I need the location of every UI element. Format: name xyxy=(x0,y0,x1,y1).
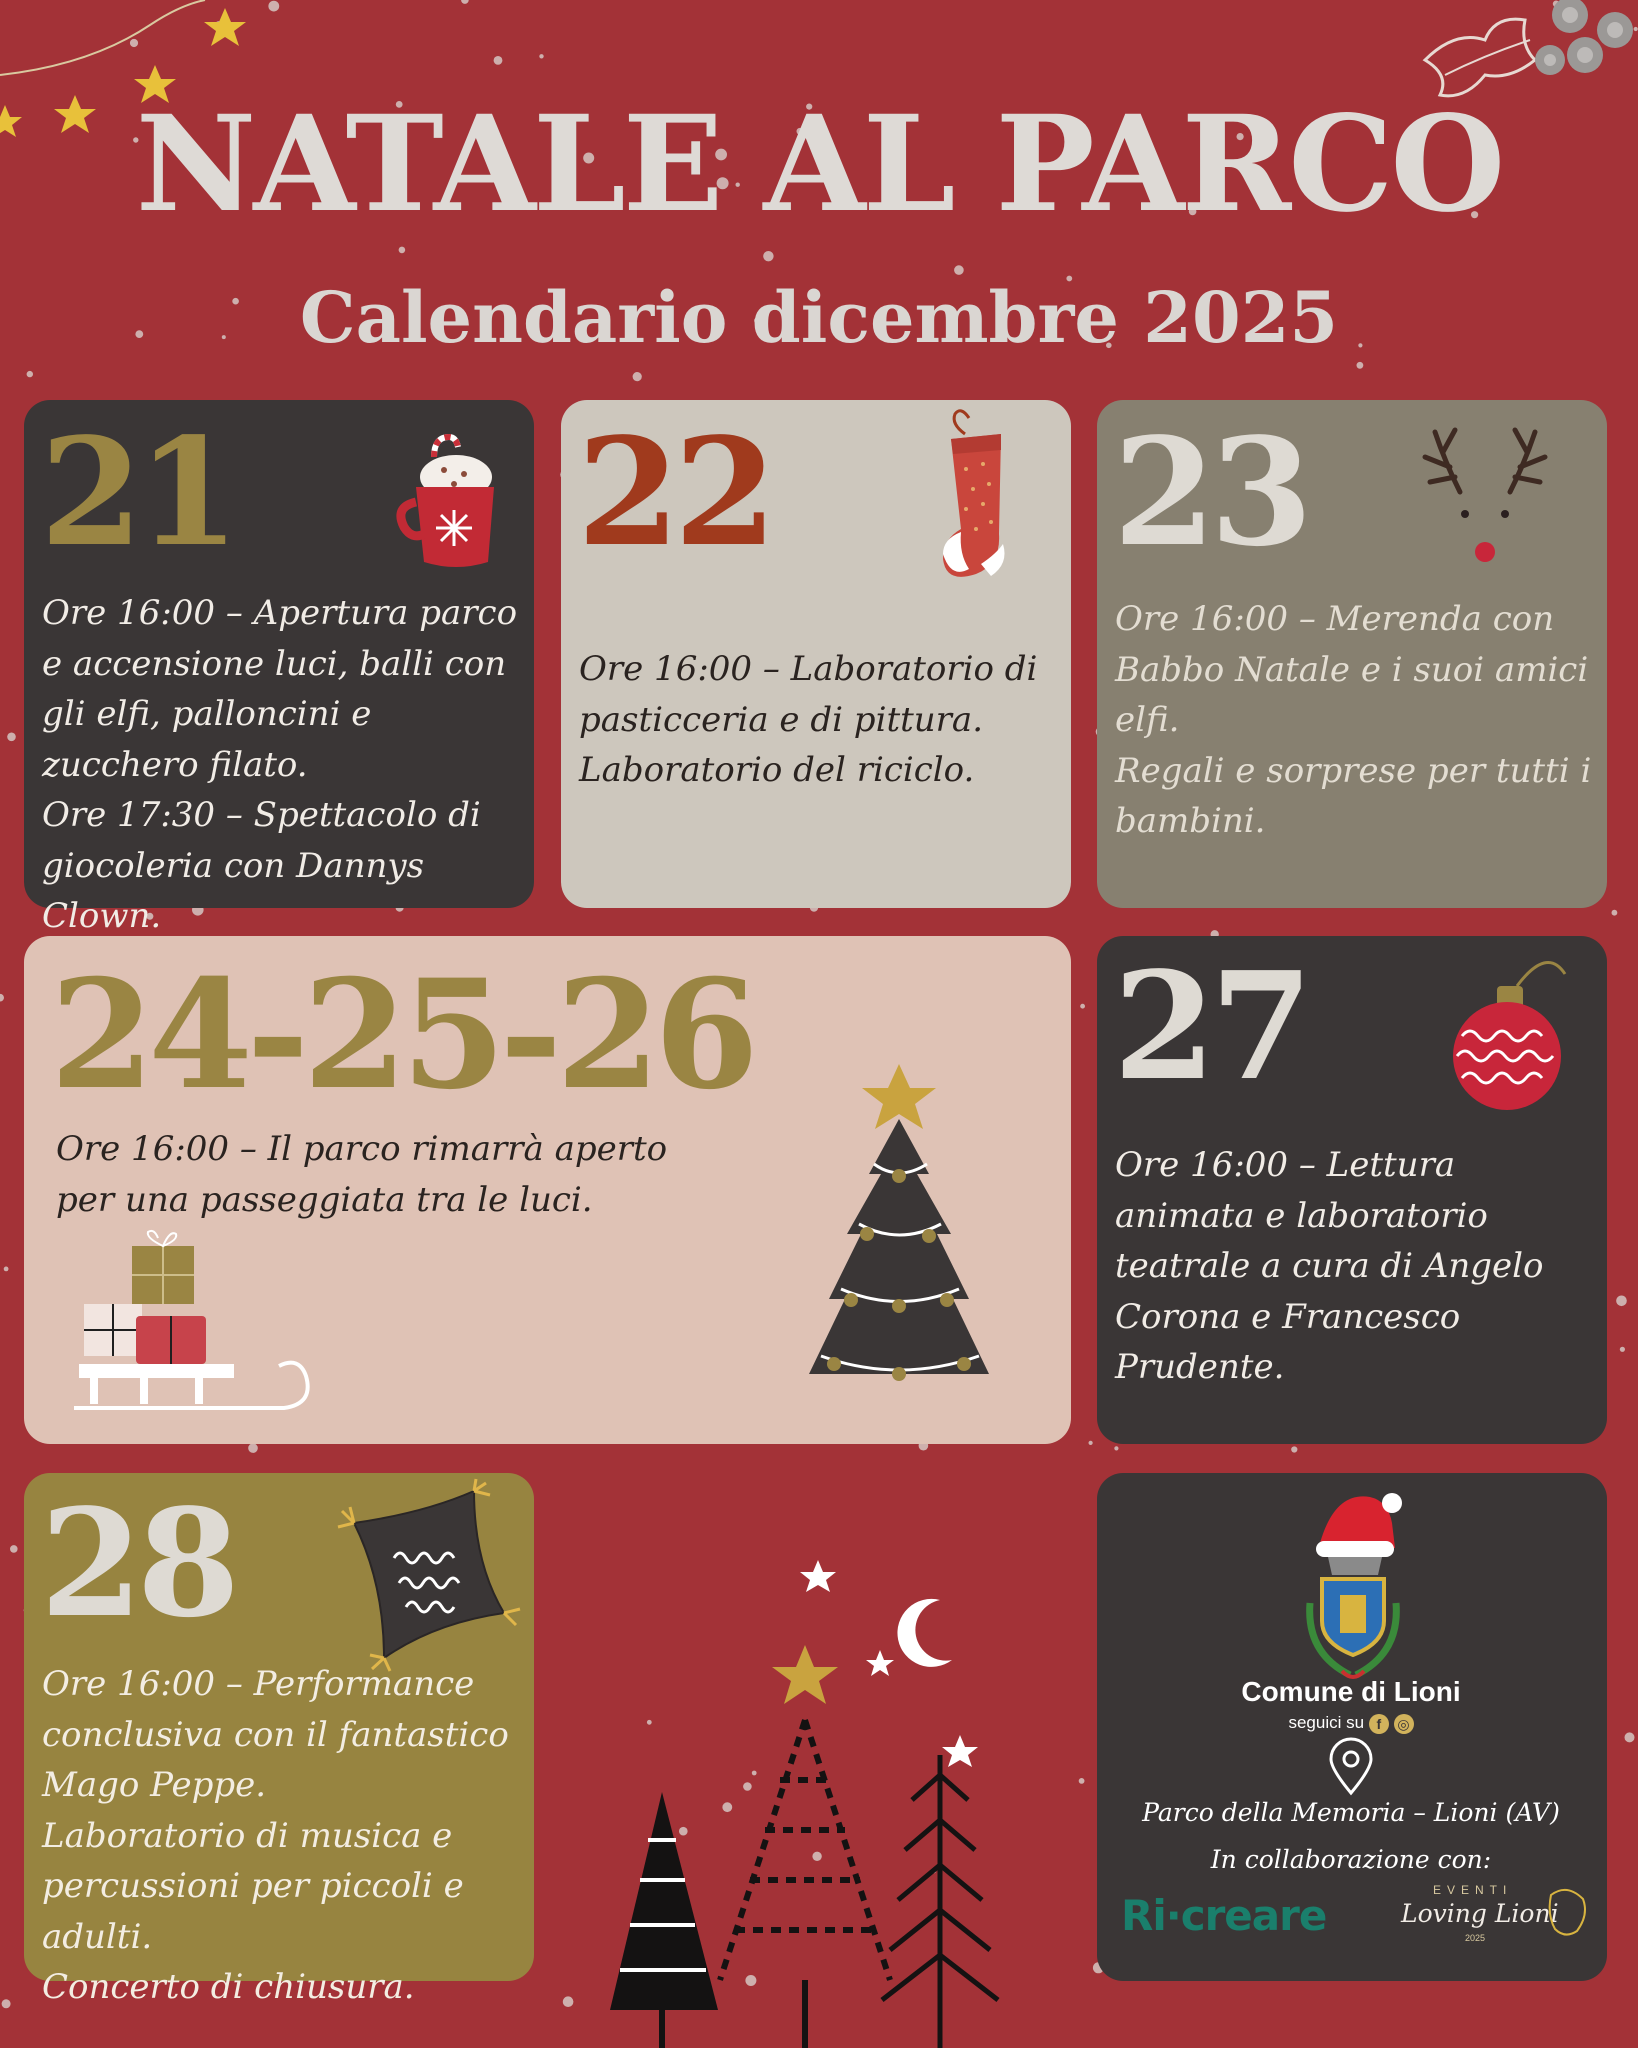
event-line: Concerto di chiusura. xyxy=(42,1967,415,2007)
snow-dot xyxy=(268,1,279,12)
day-card-23 xyxy=(1097,400,1607,908)
reindeer-icon xyxy=(1415,422,1555,572)
day-card-24-25-26 xyxy=(24,936,1071,1444)
social-follow xyxy=(1097,1713,1605,1734)
event-line: Regali e sorprese per tutti i bambini. xyxy=(1115,750,1592,841)
lioni-coat-of-arms-icon xyxy=(1300,1483,1405,1693)
snow-dot xyxy=(494,56,503,65)
black-tree-icon xyxy=(610,1792,718,2010)
day-number: 21 xyxy=(40,405,234,579)
pillow-icon xyxy=(324,1483,524,1673)
snow-dot xyxy=(1620,1347,1625,1352)
christmas-tree-icon xyxy=(789,1064,1009,1434)
day-card-22 xyxy=(561,400,1071,908)
snow-dot xyxy=(1080,1004,1085,1009)
info-card xyxy=(1097,1473,1607,1981)
partner-logo-loving-lioni xyxy=(1397,1883,1587,1963)
event-line: Ore 16:00 – Apertura parco e accensione luci, balli con gli elfi, palloncini e zucchero filato. xyxy=(42,593,518,785)
day-card-28 xyxy=(24,1473,534,2007)
partner-logo-top: EVENTI xyxy=(1433,1883,1513,1897)
snow-dot xyxy=(633,372,642,381)
event-text xyxy=(579,644,1059,796)
page-title: NATALE AL PARCO xyxy=(135,87,1503,242)
partner-logo-name: Loving Lioni xyxy=(1401,1899,1559,1928)
partner-logo-year: 2025 xyxy=(1465,1933,1486,1943)
snow-dot xyxy=(27,371,33,377)
snow-dot xyxy=(1616,1296,1627,1307)
snow-dot xyxy=(1079,1778,1085,1784)
day-number: 23 xyxy=(1113,405,1307,579)
event-text xyxy=(42,588,522,942)
snow-dot xyxy=(2,1999,11,2008)
snow-dot xyxy=(461,0,469,4)
snow-dot xyxy=(7,733,16,742)
line-tree-icon xyxy=(882,1755,998,2048)
snow-dot xyxy=(563,1996,574,2007)
hot-chocolate-mug-icon xyxy=(394,422,524,572)
event-line: Ore 17:30 – Spettacolo di giocoleria con Dannys Clown. xyxy=(42,795,481,936)
star-icon xyxy=(942,1735,978,1767)
star-icon xyxy=(866,1650,894,1676)
event-line: Laboratorio del riciclo. xyxy=(579,750,975,790)
event-line: Ore 16:00 – Laboratorio di pasticceria e di pittura. xyxy=(579,649,1038,740)
partner-logo-ricreare: Ri·creare xyxy=(1121,1891,1327,1940)
christmas-ornament-icon xyxy=(1437,956,1577,1116)
snow-dot xyxy=(1291,1446,1297,1452)
day-number: 27 xyxy=(1113,939,1307,1113)
snow-dot xyxy=(539,54,543,58)
event-line: Ore 16:00 – Lettura animata e laboratorio teatrale a cura di Angelo Corona e Francesco Prudente. xyxy=(1115,1145,1544,1387)
snow-dot xyxy=(1612,910,1618,916)
event-text xyxy=(1115,1140,1595,1393)
christmas-stocking-icon xyxy=(921,404,1021,604)
snow-dot xyxy=(399,247,406,254)
event-text xyxy=(42,1659,528,2013)
facebook-icon[interactable]: f xyxy=(1369,1714,1389,1734)
organization-name: Comune di Lioni xyxy=(1241,1676,1461,1707)
event-line: Ore 16:00 – Il parco rimarrà aperto per una passeggiata tra le luci. xyxy=(56,1129,668,1220)
event-line: Ore 16:00 – Merenda con Babbo Natale e i suoi amici elfi. xyxy=(1115,599,1589,740)
day-number: 22 xyxy=(577,405,771,579)
event-text xyxy=(56,1124,676,1225)
day-card-21 xyxy=(24,400,534,936)
winter-night-illustration xyxy=(590,1540,1020,2048)
event-line: Ore 16:00 – Performance conclusiva con il fantastico Mago Peppe. xyxy=(42,1664,509,1805)
location-pin-icon xyxy=(1327,1739,1375,1797)
follow-label: seguici su xyxy=(1288,1713,1365,1732)
event-line: Laboratorio di musica e percussioni per piccoli e adulti. xyxy=(42,1815,464,1957)
location-text: Parco della Memoria – Lioni (AV) xyxy=(1142,1798,1560,1827)
snow-dot xyxy=(0,994,4,1002)
dotted-tree-icon xyxy=(720,1720,890,1980)
star-icon xyxy=(800,1560,836,1592)
snow-dot xyxy=(248,1443,258,1453)
star-icon xyxy=(772,1645,838,1704)
snow-dot xyxy=(4,1267,9,1272)
snow-dot xyxy=(763,251,773,261)
instagram-icon[interactable]: ◎ xyxy=(1394,1714,1414,1734)
collaboration-label: In collaborazione con: xyxy=(1210,1845,1492,1874)
day-number: 24-25-26 xyxy=(50,947,753,1123)
moon-icon xyxy=(897,1599,952,1667)
snow-dot xyxy=(1089,1441,1093,1445)
day-card-27 xyxy=(1097,936,1607,1444)
star-icon xyxy=(204,8,246,46)
sled-with-gifts-icon xyxy=(74,1226,334,1426)
snow-dot xyxy=(954,265,964,275)
snow-dot xyxy=(1114,1446,1118,1450)
page-subtitle: Calendario dicembre 2025 xyxy=(299,276,1339,359)
event-text xyxy=(1115,594,1595,847)
lion-head-icon xyxy=(1545,1885,1589,1941)
day-number: 28 xyxy=(40,1476,234,1650)
snow-dot xyxy=(1625,1732,1635,1742)
snow-dot xyxy=(10,1545,18,1553)
snow-dot xyxy=(1357,362,1364,369)
